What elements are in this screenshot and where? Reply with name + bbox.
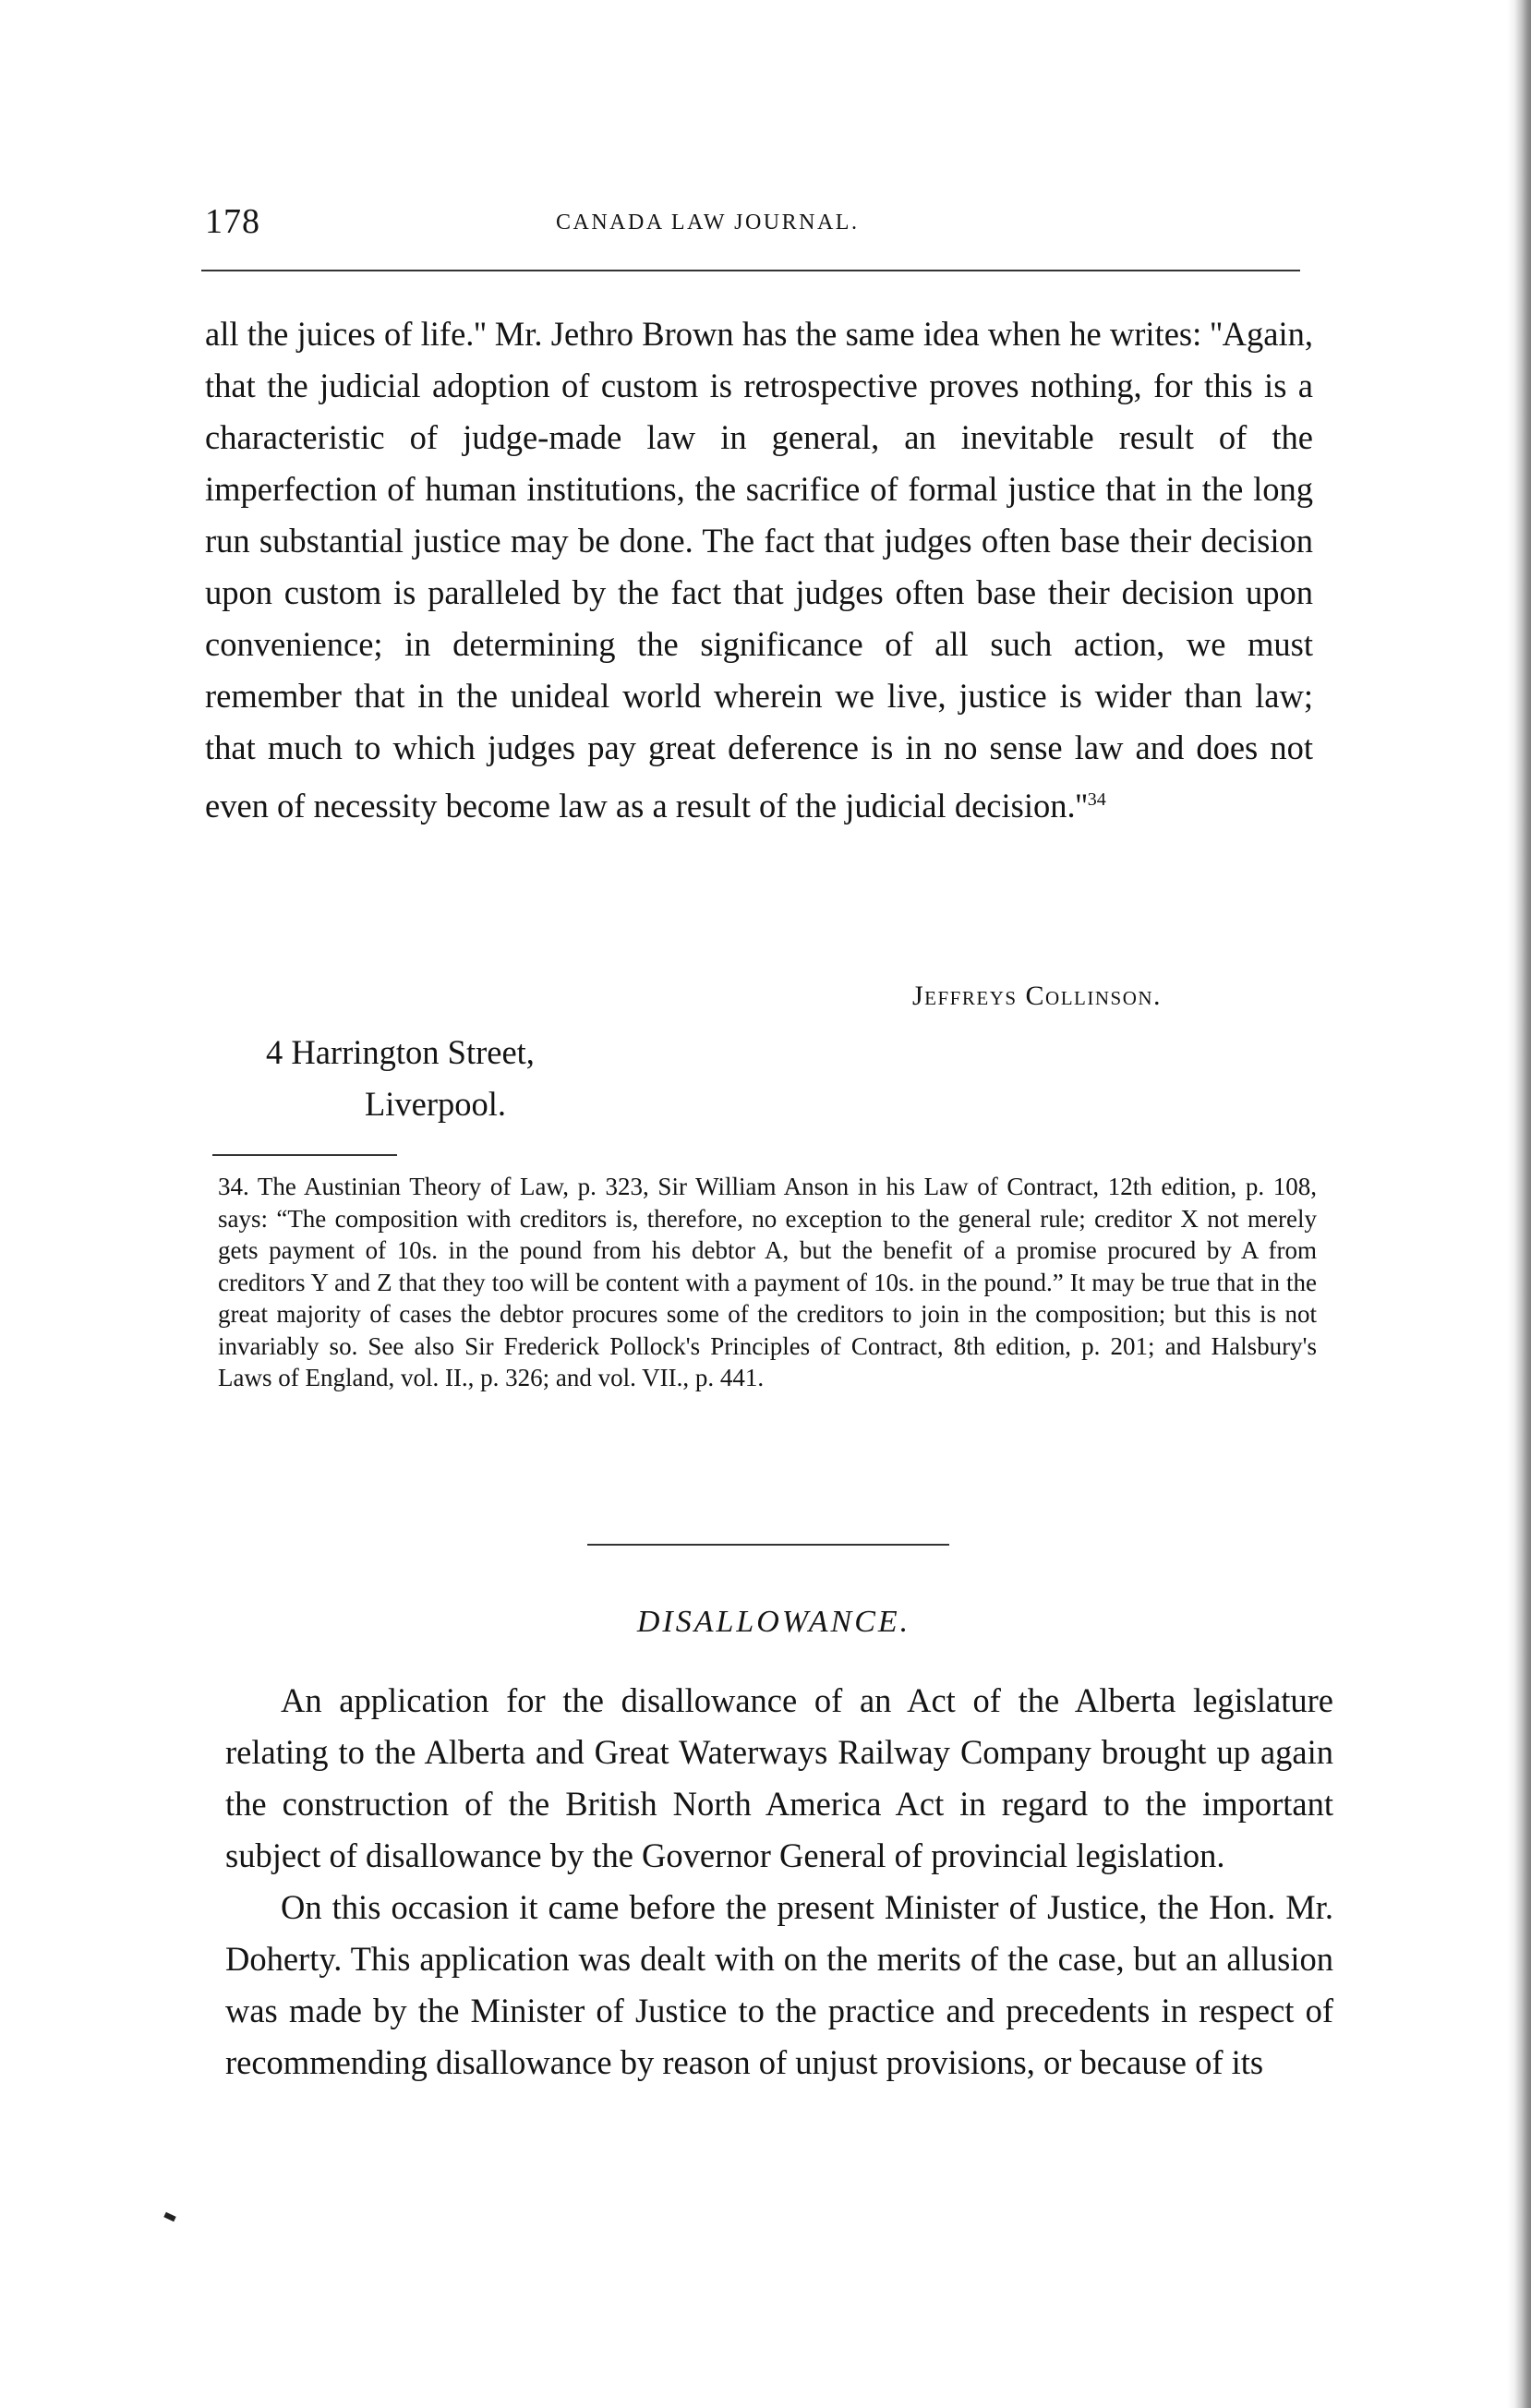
section-body: [225, 1675, 1333, 2089]
footnote-rule: [212, 1154, 397, 1156]
section-heading: [0, 1605, 1531, 1640]
scan-edge-shadow: [1507, 0, 1531, 2408]
footnote-reference: 34: [1087, 789, 1106, 810]
section-paragraph-2: On this occasion it came before the present Minister of Justice, the Hon. Mr. Doherty. This application was dealt with on the merits of the case, but an allusion was made by the Minister of Justice to the practice and precedents in respect of recommending disallowance by reason of unjust provisions, or because of its: [225, 1888, 1333, 2081]
header-rule: [201, 270, 1300, 271]
section-paragraph-1: An application for the disallowance of an Act of the Alberta legislature relating to the Alberta and Great Waterways Railway Company brought up again the construction of the British North America Act in regard to the important subject of disallowance by the Governor General of provincial legislation.: [225, 1681, 1333, 1874]
body-paragraph: [205, 308, 1313, 832]
page-header: [205, 201, 1295, 257]
page-number: 178: [205, 202, 260, 241]
address-line-1: 4 Harrington Street,: [266, 1033, 535, 1071]
running-title: CANADA LAW JOURNAL.: [556, 211, 860, 235]
paragraph-text: all the juices of life.'' Mr. Jethro Brown has the same idea when he writes: ''Again, that the judicial adoption of custom is retrospective proves nothing, for this is a characteristic of judge-made law in general, an inevitable result of the imperfection of human institutions, the sacrifice of formal justice that in the long run substantial justice may be done. The fact that judges often base their decision upon custom is paralleled by the fact that judges often base their decision upon convenience; in determining the significance of all such action, we must remember that in the unideal world wherein we live, justice is wider than law; that much to which judges pay great deference is in no sense law and does not even of necessity become law as a result of the judicial decision.'': [205, 315, 1313, 825]
section-divider: [587, 1544, 949, 1546]
footnote: 34. The Austinian Theory of Law, p. 323, Sir William Anson in his Law of Contract, 12th edition, p. 108, says: “The composition with creditors is, therefore, no exception to the general rule; creditor X not merely gets payment of 10s. in the pound from his debtor A, but the benefit of a promise procured by A from creditors Y and Z that they too will be content with a payment of 10s. in the pound.” It may be true that in the great majority of cases the debtor procures some of the creditors to join in the composition; but this is not invariably so. See also Sir Frederick Pollock's Principles of Contract, 8th edition, p. 201; and Halsbury's Laws of England, vol. II., p. 326; and vol. VII., p. 441.: [218, 1173, 1317, 1391]
article-conclusion: [205, 308, 1313, 832]
author-signature: Jeffreys Collinson.: [912, 981, 1163, 1011]
scan-speck: [163, 2212, 175, 2222]
address-line-2: Liverpool.: [365, 1085, 507, 1123]
section-heading-text: DISALLOWANCE.: [636, 1605, 911, 1639]
